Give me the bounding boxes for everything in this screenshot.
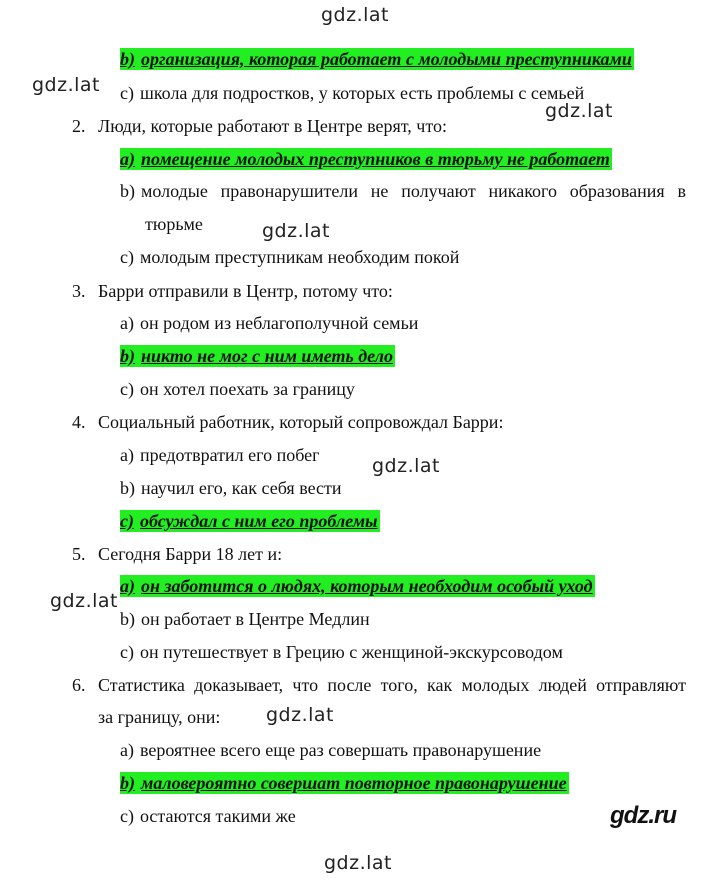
option-text: молодым преступникам необходим покой — [139, 247, 460, 267]
question-text: Барри отправили в Центр, потому что: — [98, 281, 393, 301]
question-4 — [72, 411, 503, 433]
question-number: 4. — [72, 412, 86, 432]
watermark: gdz.lat — [32, 74, 101, 96]
question-number: 6. — [72, 675, 86, 695]
option-text: остаются такими же — [139, 806, 296, 826]
question-text: Сегодня Барри 18 лет и: — [98, 544, 283, 564]
question-2 — [72, 115, 447, 137]
option-text: помещение молодых преступников в тюрьму не работает — [141, 149, 610, 169]
watermark: gdz.lat — [262, 220, 331, 242]
watermark: gdz.lat — [372, 455, 441, 477]
question-number: 5. — [72, 544, 86, 564]
watermark-bottom: gdz.lat — [324, 852, 393, 874]
question-6 — [72, 674, 686, 696]
option-letter: c) — [120, 642, 134, 662]
option-letter: b) — [120, 49, 135, 69]
option-text: он родом из неблагополучной семьи — [139, 313, 419, 333]
option-letter: c) — [120, 511, 134, 531]
option-q5-b — [120, 608, 370, 630]
option-letter: b) — [120, 773, 135, 793]
question-text: Люди, которые работают в Центре верят, что: — [98, 116, 447, 136]
option-text: он путешествует в Грецию с женщиной-экскурсоводом — [139, 642, 563, 662]
option-letter: a) — [120, 740, 134, 760]
question-number: 3. — [72, 281, 86, 301]
option-q4-c — [120, 510, 380, 532]
question-text: Статистика доказывает, что после того, как молодых людей отправляют — [98, 675, 686, 695]
question-text: Социальный работник, который сопровождал Барри: — [98, 412, 504, 432]
option-text: он заботится о людях, которым необходим особый уход — [141, 576, 593, 596]
option-text: научил его, как себя вести — [141, 478, 342, 498]
option-text: никто не мог с ним иметь дело — [141, 346, 393, 366]
option-letter: a) — [120, 445, 134, 465]
option-text: предотвратил его побег — [139, 445, 320, 465]
option-q2-b-cont: тюрьме — [145, 214, 203, 234]
option-text: вероятнее всего еще раз совершать правонарушение — [139, 740, 542, 760]
question-6-cont: за границу, они: — [98, 707, 221, 727]
option-letter: c) — [120, 806, 134, 826]
option-letter: b) — [120, 346, 135, 366]
option-letter: b) — [120, 609, 135, 629]
option-letter: b) — [120, 478, 135, 498]
option-letter: a) — [120, 313, 134, 333]
watermark: gdz.lat — [50, 590, 119, 612]
watermark: gdz.lat — [266, 704, 335, 726]
option-text: организация, которая работает с молодыми преступниками — [141, 49, 632, 69]
option-q1-b — [120, 48, 634, 70]
question-3 — [72, 280, 393, 302]
option-text: он работает в Центре Медлин — [141, 609, 370, 629]
option-letter: a) — [120, 576, 135, 596]
option-letter: b) — [120, 181, 135, 201]
option-q2-b — [120, 180, 686, 202]
option-text: маловероятно совершат повторное правонарушение — [141, 773, 567, 793]
option-q4-a — [120, 444, 320, 466]
question-5 — [72, 543, 282, 565]
option-text: школа для подростков, у которых есть проблемы с семьей — [139, 83, 585, 103]
option-text: молодые правонарушители не получают никакого образования в — [141, 181, 686, 201]
option-q6-c — [120, 805, 296, 827]
option-q3-b — [120, 345, 395, 367]
option-q1-c — [120, 82, 584, 104]
brand-logo: gdz.ru — [610, 802, 676, 829]
option-text: он хотел поехать за границу — [139, 379, 355, 399]
option-text: обсуждал с ним его проблемы — [139, 511, 378, 531]
option-q2-c — [120, 246, 459, 268]
option-q6-b — [120, 772, 569, 794]
watermark-top: gdz.lat — [321, 4, 390, 26]
option-q2-a — [120, 148, 612, 170]
option-q4-b — [120, 477, 342, 499]
option-q6-a — [120, 739, 541, 761]
option-q3-a — [120, 312, 418, 334]
option-q5-c — [120, 641, 563, 663]
option-letter: a) — [120, 149, 135, 169]
option-letter: c) — [120, 247, 134, 267]
option-q3-c — [120, 378, 355, 400]
question-number: 2. — [72, 116, 86, 136]
option-letter: c) — [120, 379, 134, 399]
option-letter: c) — [120, 83, 134, 103]
option-q5-a — [120, 575, 595, 597]
watermark: gdz.lat — [545, 100, 614, 122]
